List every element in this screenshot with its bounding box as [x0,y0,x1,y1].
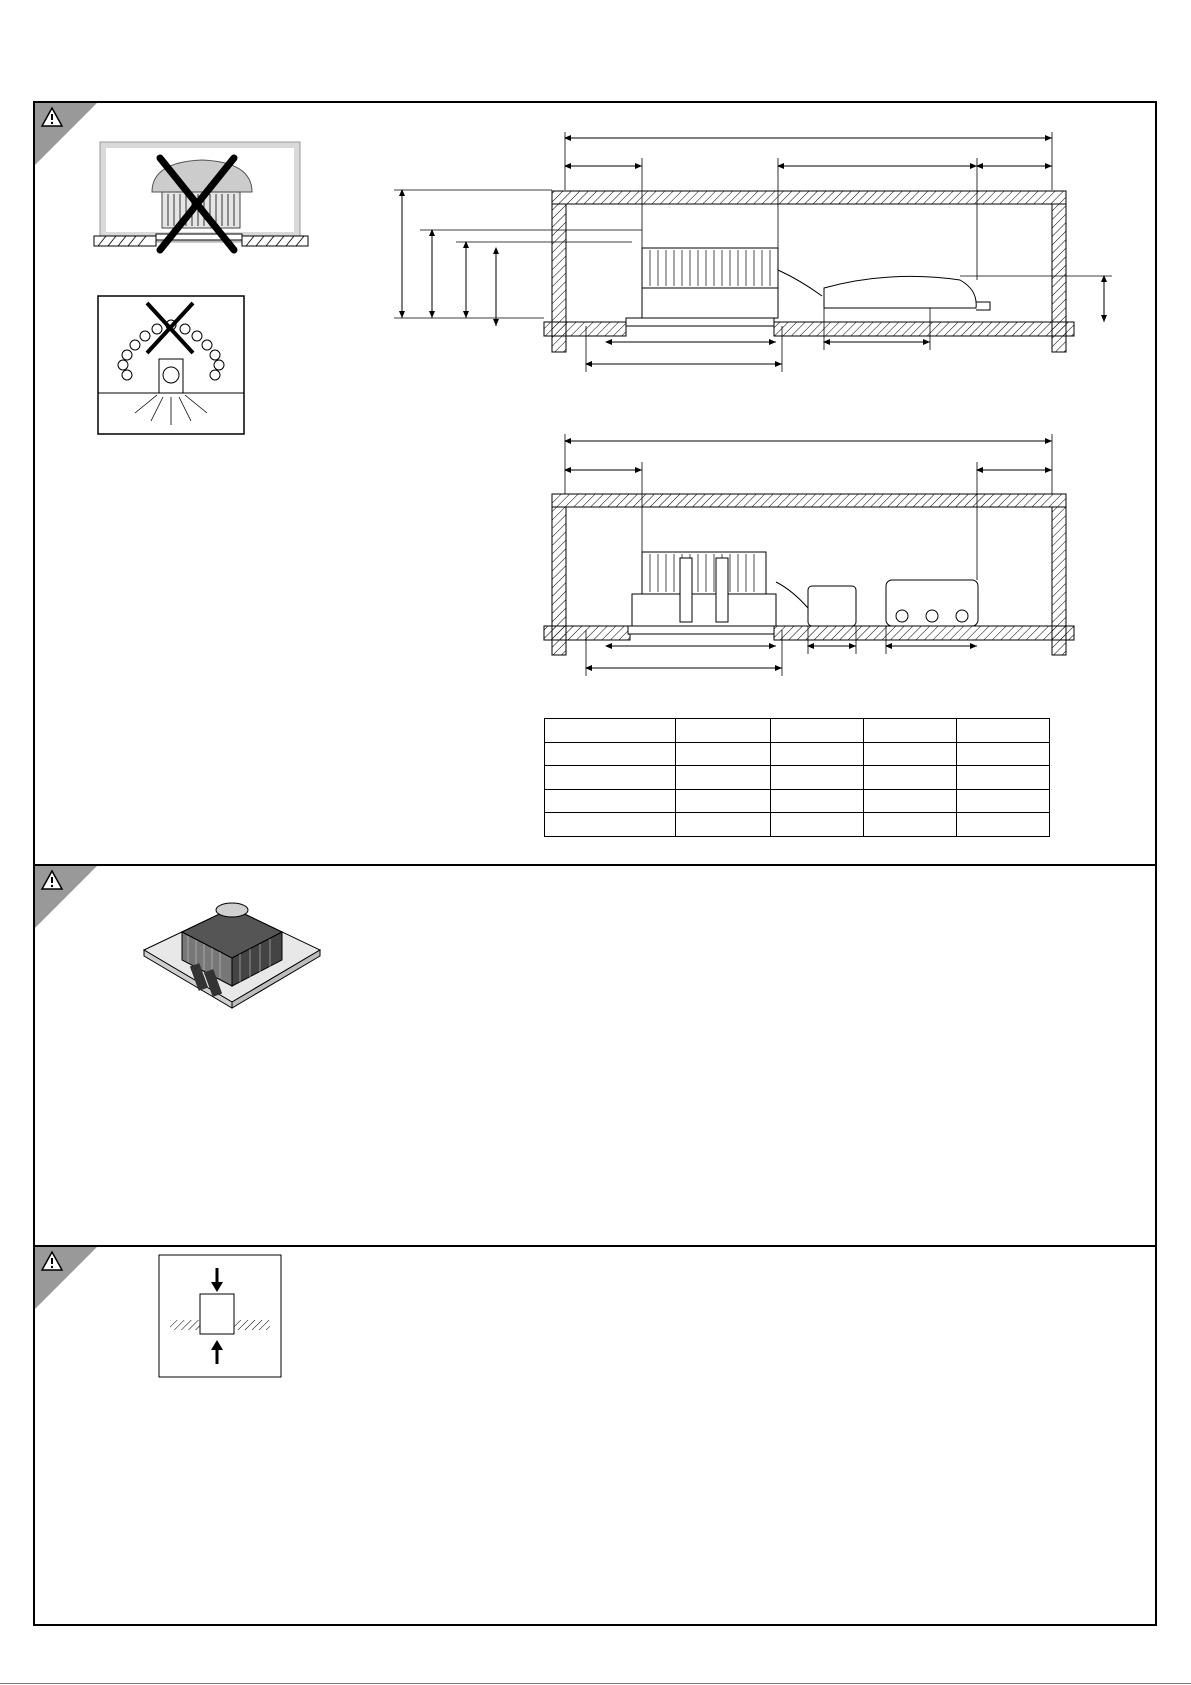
dimension-table-row [545,789,1050,813]
dimension-table-cell [864,742,957,766]
dimension-table-cell [957,813,1050,837]
section-divider [33,1245,1157,1247]
dimension-table-cell [771,813,864,837]
press-into-ceiling-icon [158,1254,282,1378]
dimension-table-cell [545,742,676,766]
dimension-table-cell [957,766,1050,790]
dimension-table-cell [676,719,771,743]
dimension-table-cell [676,789,771,813]
crossed-out-fixture-in-ceiling-icon [92,138,312,258]
dimension-table-cell [957,719,1050,743]
led-downlight-heat-sink-module-icon [142,878,327,1008]
dimension-table-row [545,813,1050,837]
dimension-table-cell [864,789,957,813]
dimension-table-row [545,719,1050,743]
dimension-table-row [545,742,1050,766]
dimension-table-row [545,766,1050,790]
installation-section-drawing-1 [420,130,1120,400]
dimension-table-cell [771,789,864,813]
dimension-table-cell [771,766,864,790]
dimension-table-cell [545,813,676,837]
dimension-table [544,718,1050,837]
dimension-table-cell [676,742,771,766]
page-bottom-rule [0,1683,1191,1684]
section-2-corner [35,866,97,928]
dimension-table-cell [957,742,1050,766]
dimension-table-cell [545,766,676,790]
dimension-table-cell [957,789,1050,813]
dimension-table-cell [864,766,957,790]
section-divider [33,864,1157,866]
dimension-table-cell [771,719,864,743]
dimension-table-cell [864,813,957,837]
dimension-table-cell [676,766,771,790]
crossed-out-insulation-over-lamp-icon [97,295,247,435]
section-3-corner [35,1247,97,1309]
dimension-table-cell [545,789,676,813]
dimension-table-cell [676,813,771,837]
dimension-table-cell [545,719,676,743]
dimension-table-cell [771,742,864,766]
section-1-corner [35,103,97,165]
installation-section-drawing-2 [540,430,1080,700]
dimension-table-cell [864,719,957,743]
